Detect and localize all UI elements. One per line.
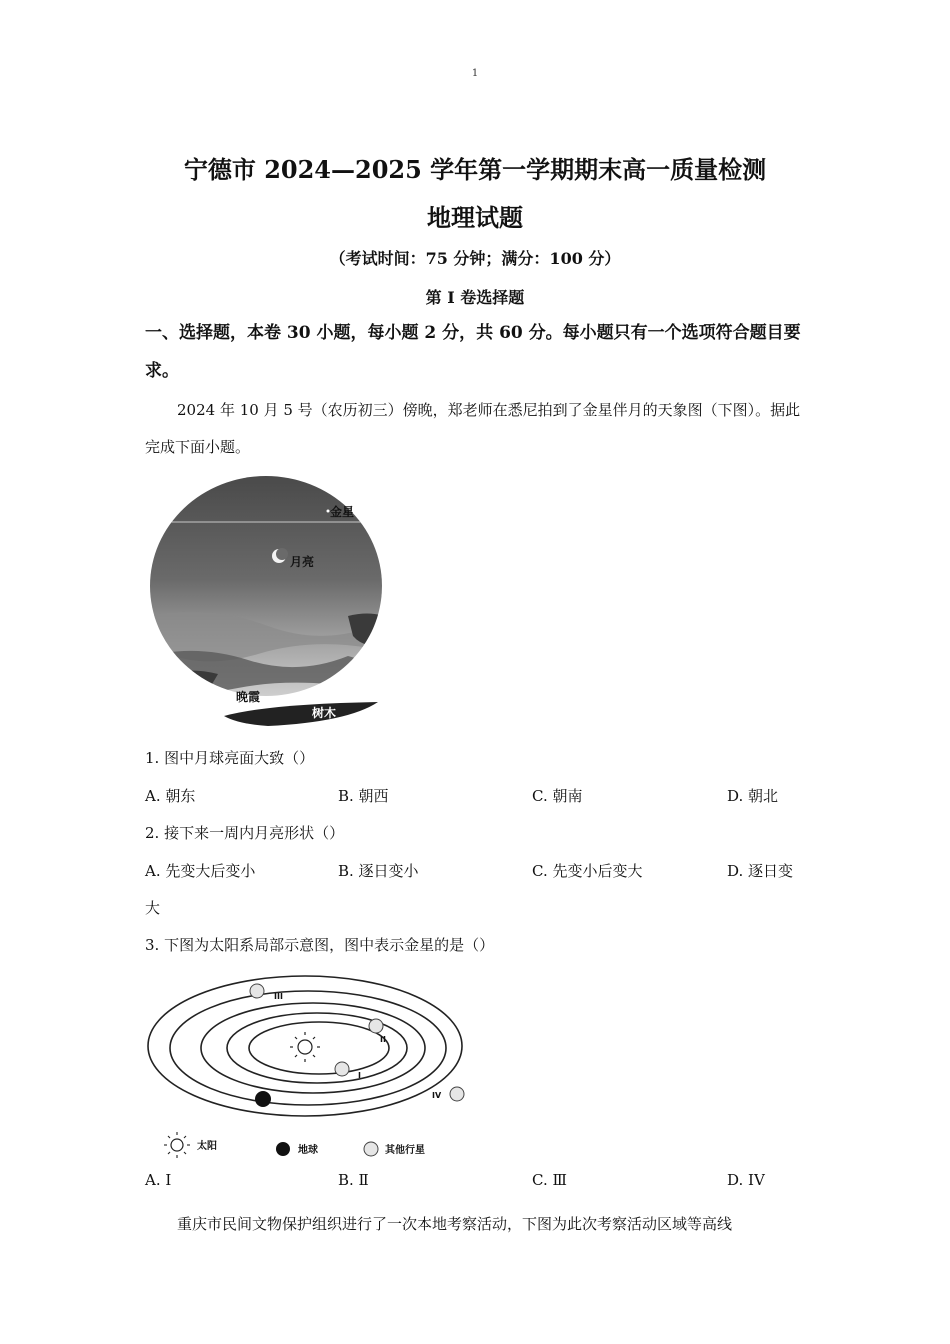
q1-option-b: B. 朝西 [338, 787, 389, 805]
legend-sun-label: 太阳 [197, 1141, 217, 1152]
planet-i-icon [335, 1062, 349, 1076]
exam-info: （考试时间：75 分钟；满分：100 分） [329, 249, 621, 268]
label-moon: 月亮 [290, 555, 315, 569]
label-i: I [358, 1071, 361, 1080]
section-intro: 一、选择题，本卷 30 小题，每小题 2 分，共 60 分。每小题只有一个选项符合题目要求。 [145, 323, 801, 381]
q1-option-c: C. 朝南 [532, 787, 583, 805]
legend-earth-label: 地球 [298, 1145, 318, 1156]
q2-option-d-overflow: 大 [145, 899, 161, 917]
question-1-stem: 1. 图中月球亮面大致（） [145, 749, 315, 767]
label-venus: 金星 [330, 505, 355, 519]
label-sunset-glow: 晚霞 [236, 690, 261, 704]
planet-iv-icon [450, 1087, 464, 1101]
exam-title: 宁德市 2024—2025 学年第一学期期末高一质量检测 [183, 155, 767, 184]
question-3-stem: 3. 下图为太阳系局部示意图，图中表示金星的是（） [145, 936, 495, 954]
q3-option-d: D. IV [727, 1171, 765, 1189]
q3-option-c: C. Ⅲ [532, 1171, 567, 1189]
legend-earth-icon [276, 1142, 290, 1156]
passage-2: 重庆市民间文物保护组织进行了一次本地考察活动，下图为此次考察活动区域等高线 [177, 1215, 733, 1233]
q2-option-b: B. 逐日变小 [338, 862, 419, 880]
legend-planet-label: 其他行星 [385, 1145, 425, 1156]
subject-title: 地理试题 [427, 203, 523, 232]
planet-ii-icon [369, 1019, 383, 1033]
legend-planet-icon [364, 1142, 378, 1156]
q2-option-d: D. 逐日变 [727, 862, 794, 880]
venus-moon-photo [148, 476, 384, 728]
label-trees: 树木 [312, 706, 337, 720]
question-2-stem: 2. 接下来一周内月亮形状（） [145, 824, 345, 842]
label-iv: IV [432, 1091, 442, 1100]
q3-option-b: B. Ⅱ [338, 1171, 369, 1189]
part-title: 第 I 卷选择题 [425, 288, 525, 307]
passage-1: 2024 年 10 月 5 号（农历初三）傍晚，郑老师在悉尼拍到了金星伴月的天象图（下图）。据此完成下面小题。 [145, 401, 801, 456]
q2-option-a: A. 先变大后变小 [145, 862, 256, 880]
sun-icon [290, 1032, 320, 1062]
planet-iii-icon [250, 984, 264, 998]
label-ii: II [380, 1035, 386, 1044]
label-iii: III [274, 992, 283, 1001]
q1-option-a: A. 朝东 [145, 787, 196, 805]
q3-option-a: A. I [145, 1171, 172, 1189]
earth-icon [255, 1091, 271, 1107]
page-number: 1 [471, 68, 479, 79]
legend-sun-icon [164, 1132, 190, 1158]
solar-system-diagram [145, 968, 485, 1164]
q2-option-c: C. 先变小后变大 [532, 862, 643, 880]
q1-option-d: D. 朝北 [727, 787, 779, 805]
